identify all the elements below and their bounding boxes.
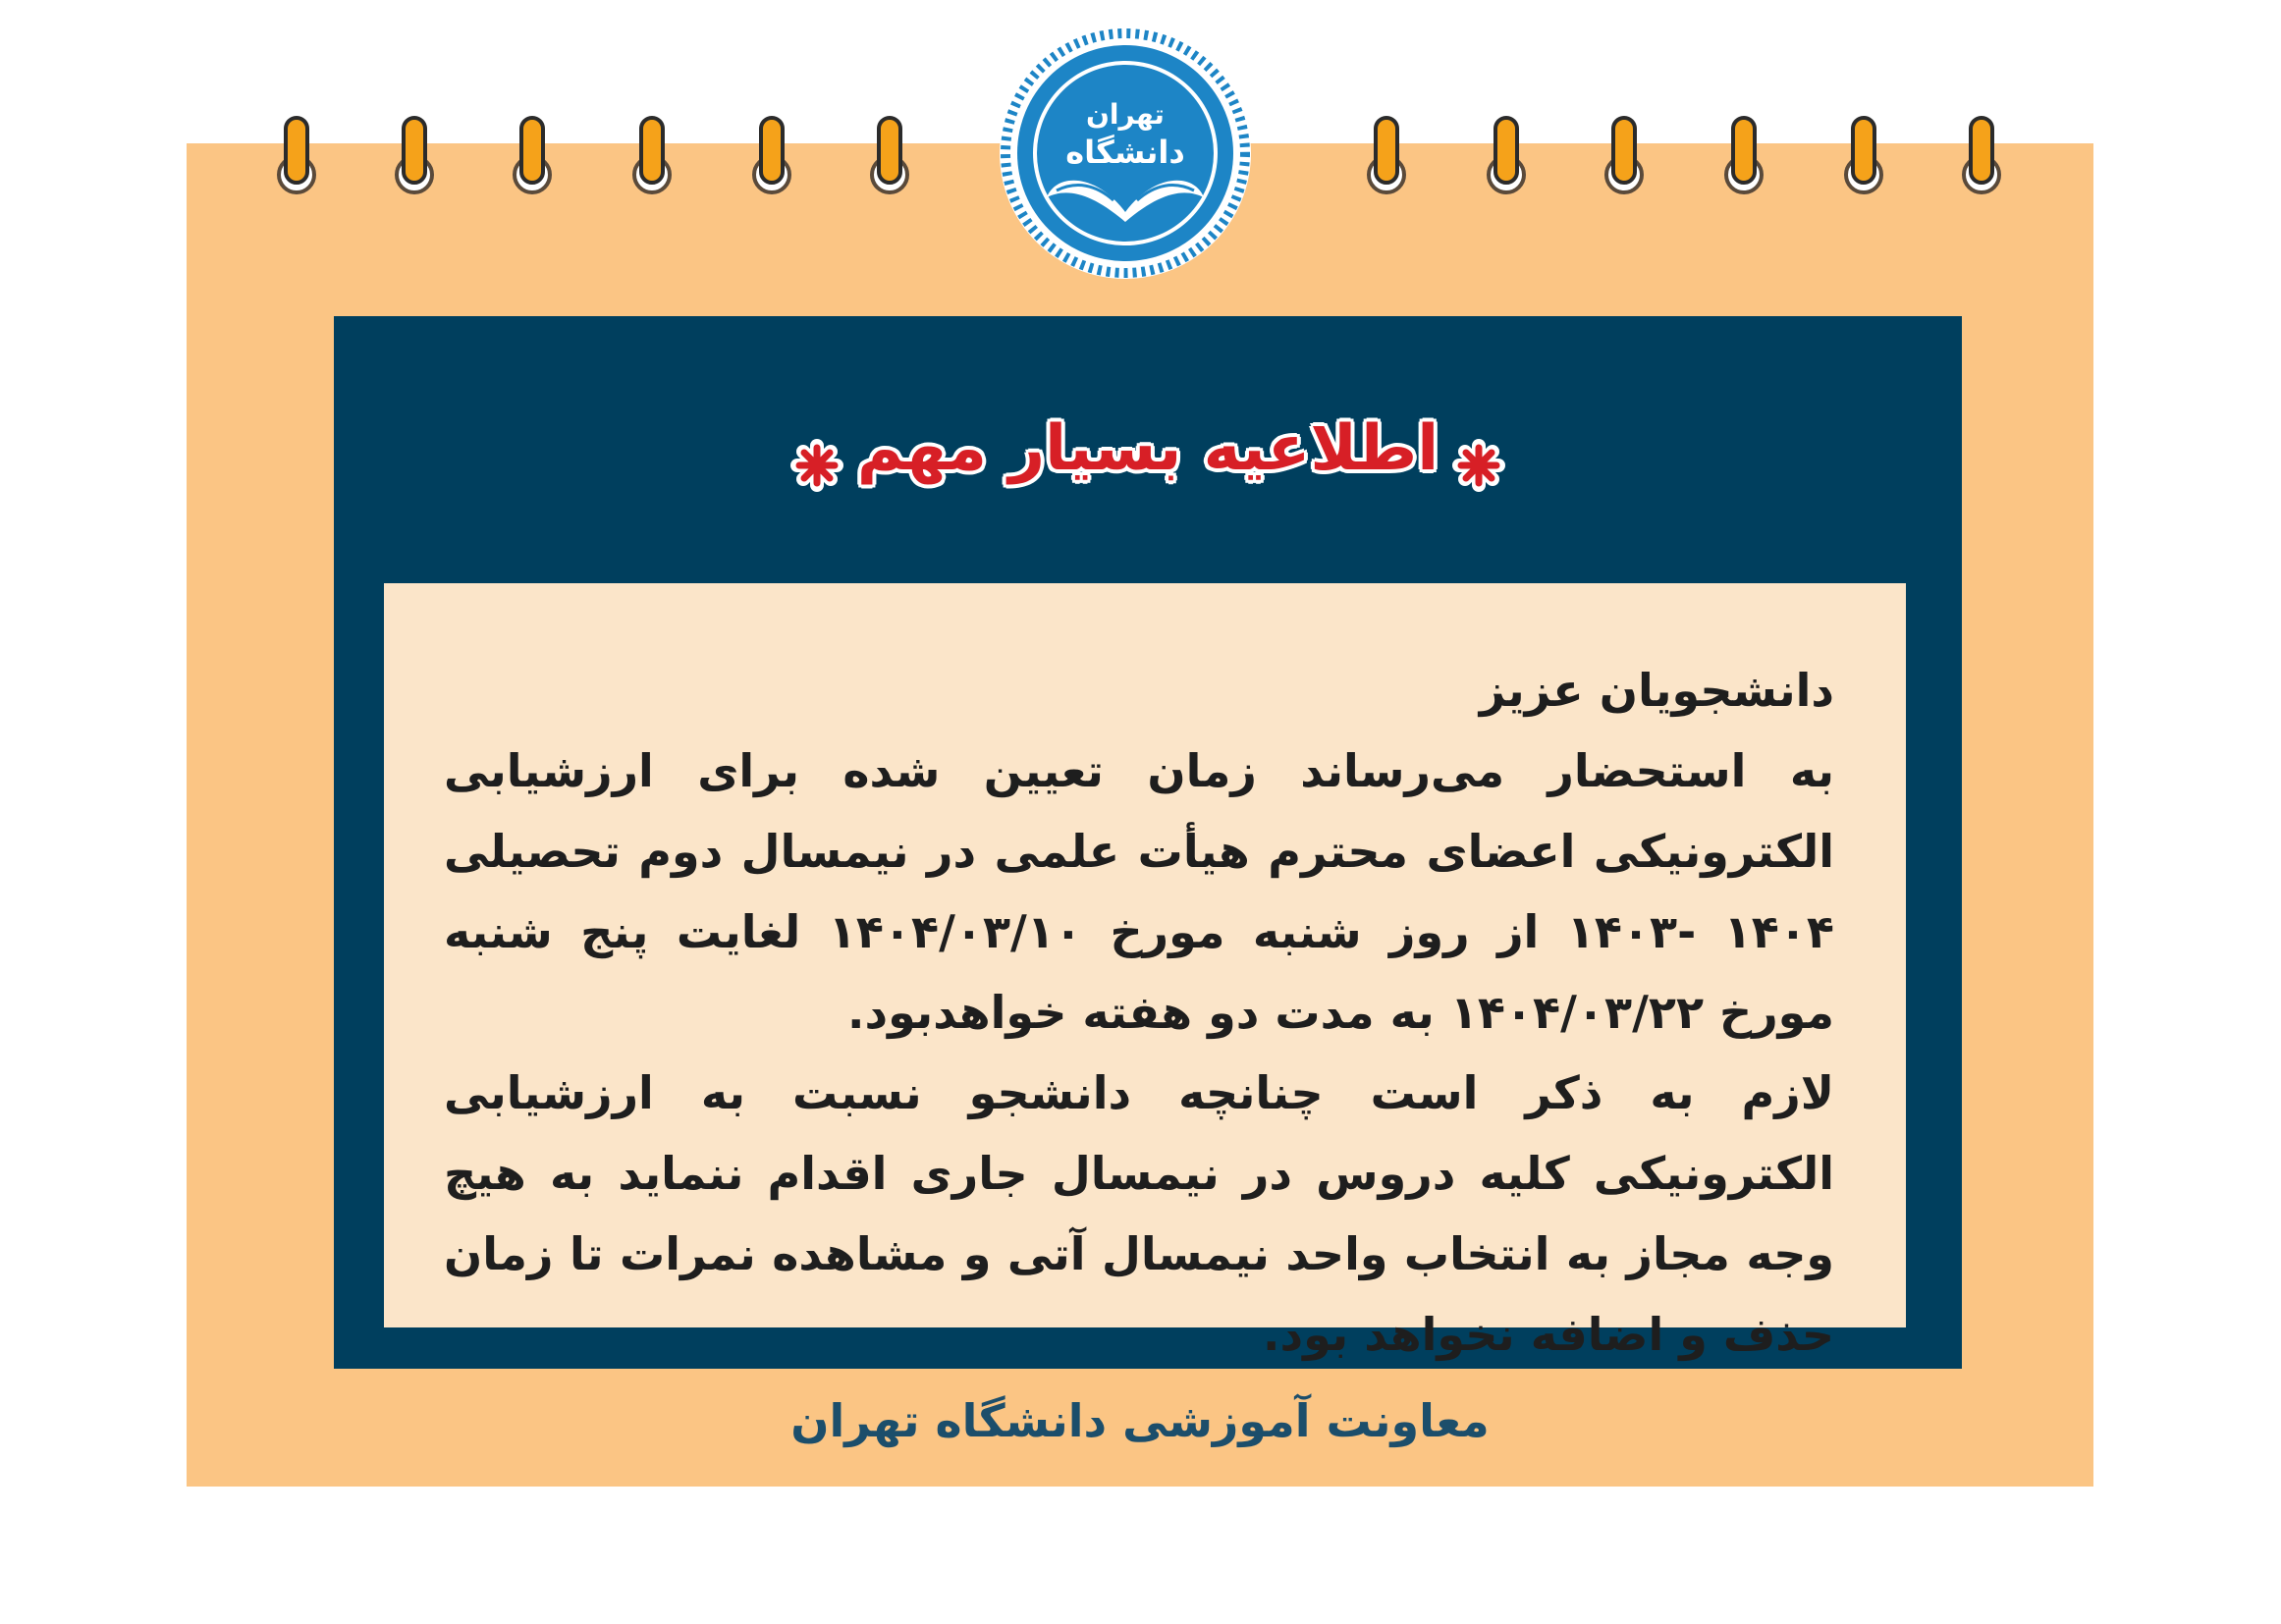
binder-ring xyxy=(393,116,436,196)
binder-ring xyxy=(511,116,554,196)
binder-ring xyxy=(1485,116,1528,196)
asterisk-icon xyxy=(1452,439,1505,492)
asterisk-icon xyxy=(790,439,843,492)
paragraph-schedule: به استحضار می‌رساند زمان تعیین شده برای ارزشیابی الکترونیکی اعضای محترم هیأت علمی در نیمسال دوم تحصیلی ۱۴۰۴ -۱۴۰۳ از روز شنبه مورخ ۱۴۰۴/۰۳/۱۰ لغایت پنج شنبه مورخ ۱۴۰۴/۰۳/۲۲ به مدت دو هفته خواهدبود. xyxy=(444,744,1834,1039)
signature: معاونت آموزشی دانشگاه تهران xyxy=(790,1394,1490,1447)
notice-title xyxy=(334,412,1962,492)
binder-ring xyxy=(630,116,674,196)
binder-ring xyxy=(750,116,793,196)
paragraph-warning: لازم به ذکر است چنانچه دانشجو نسبت به ارزشیابی الکترونیکی کلیه دروس در نیمسال جاری اقدام ننماید به هیچ وجه مجاز به انتخاب واحد نیمسال آتی و مشاهده نمرات تا زمان حذف و اضافه نخواهد بود. xyxy=(444,1066,1834,1361)
university-seal-logo xyxy=(998,26,1253,281)
greeting: دانشجویان عزیز xyxy=(1479,664,1834,717)
binder-ring xyxy=(1365,116,1408,196)
binder-ring xyxy=(1602,116,1646,196)
binder-ring xyxy=(1960,116,2003,196)
svg-text:دانشگاه: دانشگاه xyxy=(1065,134,1185,171)
binder-ring xyxy=(868,116,911,196)
svg-text:تهران: تهران xyxy=(1086,98,1165,131)
notice-body xyxy=(444,650,1834,1375)
title-text: اطلاعیه بسیار مهم xyxy=(856,412,1439,485)
binder-ring xyxy=(1842,116,1885,196)
binder-ring xyxy=(1722,116,1765,196)
binder-ring xyxy=(275,116,318,196)
